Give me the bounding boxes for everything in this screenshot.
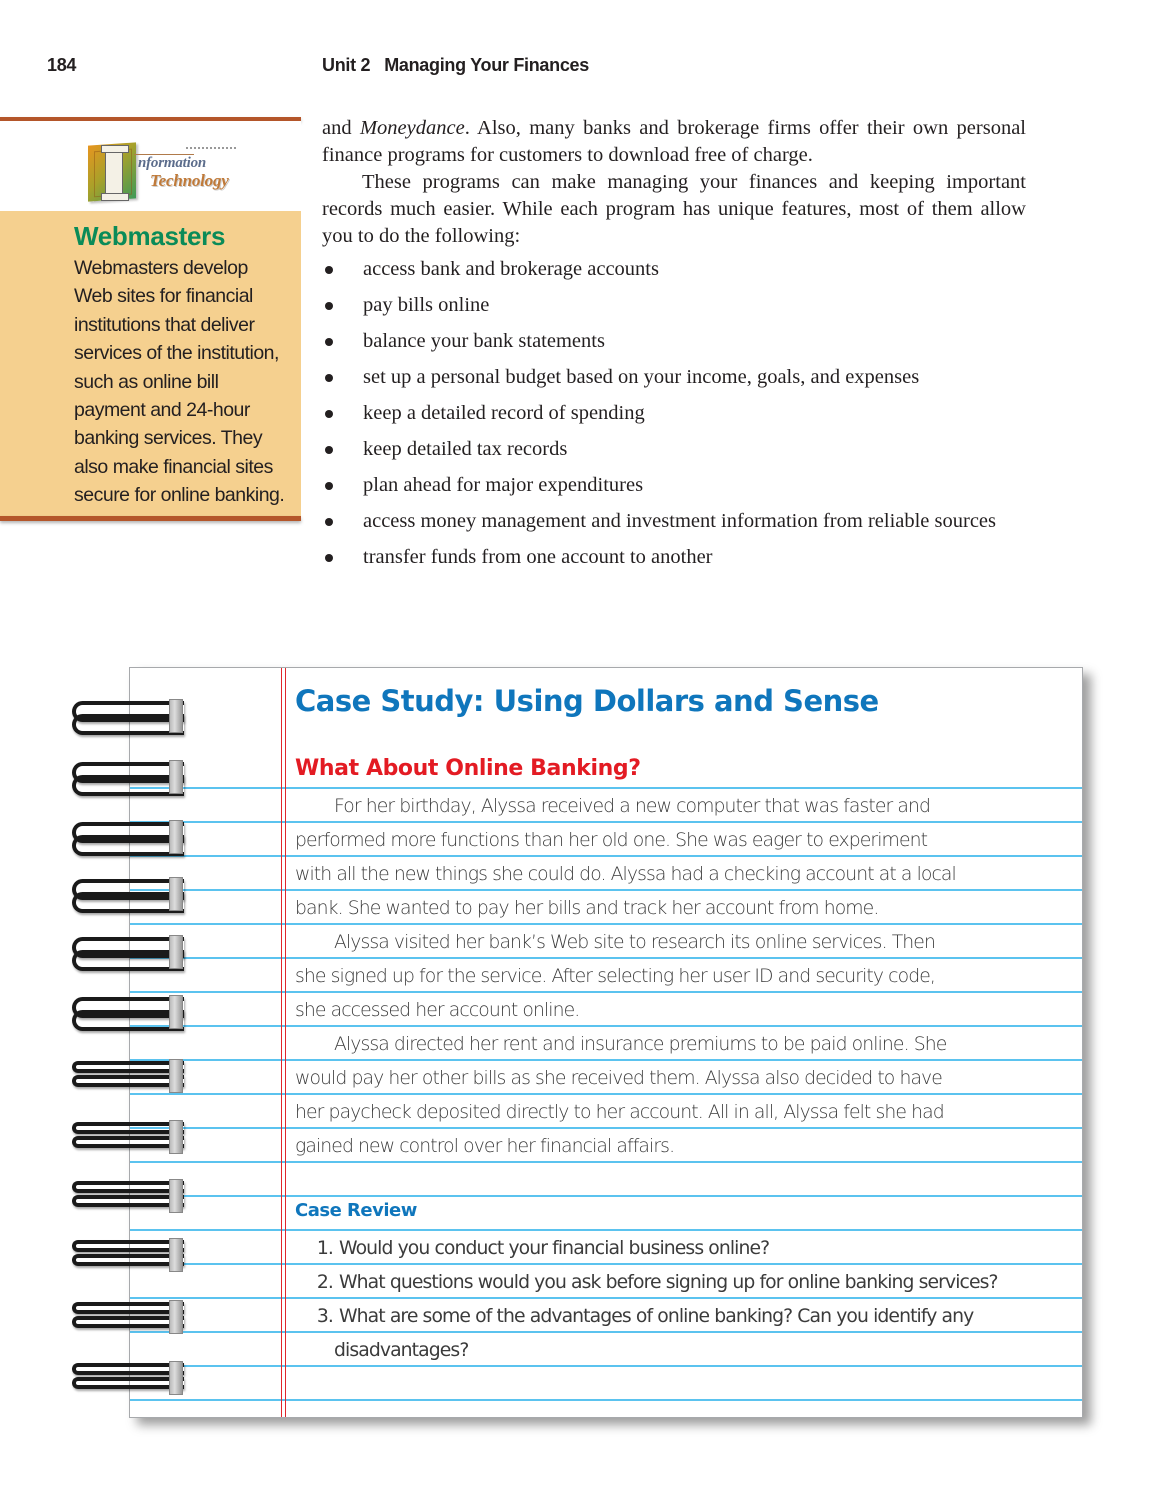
features-list (322, 256, 1042, 580)
list-item (322, 400, 1042, 426)
list-item (322, 472, 1042, 498)
question-text: What questions would you ask before signing up for online banking services? (339, 1272, 998, 1293)
story-line: would pay her other bills as she received them. Alyssa also decided to have (295, 1068, 942, 1089)
sidebar-body (0, 211, 301, 516)
sidebar-line: Webmasters develop (74, 257, 248, 279)
sidebar-title: Webmasters (74, 221, 226, 251)
para1-start: and (322, 117, 360, 139)
sidebar-line: institutions that deliver (74, 313, 255, 336)
list-item (322, 364, 1042, 390)
case-review-heading: Case Review (295, 1200, 417, 1221)
spiral-coil-icon (72, 820, 184, 856)
list-item (322, 292, 1042, 318)
spiral-coil-icon (72, 1361, 184, 1397)
spiral-coil-icon (72, 760, 184, 796)
logo-dots (186, 147, 236, 149)
story-line: gained new control over her financial affairs. (295, 1136, 675, 1157)
review-question (295, 1266, 1075, 1300)
list-item (322, 436, 1042, 462)
list-item-text: plan ahead for major expenditures (363, 474, 644, 496)
case-study-story (295, 790, 1075, 1164)
story-line: with all the new things she could do. Alyssa had a checking account at a local (295, 864, 956, 885)
question-number: 2. (316, 1272, 333, 1293)
question-number: 3. (316, 1306, 333, 1327)
sidebar-line: services of the institution, (74, 342, 279, 365)
margin-line (285, 668, 286, 1417)
spiral-coil-icon (72, 1238, 184, 1274)
bullet-icon (325, 338, 333, 346)
spiral-coil-icon (72, 699, 184, 735)
review-question (295, 1232, 1075, 1266)
story-line: bank. She wanted to pay her bills and track her account from home. (295, 898, 879, 919)
list-item-text: set up a personal budget based on your income, goals, and expenses (363, 366, 920, 388)
spiral-coil-icon (72, 1179, 184, 1215)
spiral-coil-icon (72, 1059, 184, 1095)
case-study-subtitle: What About Online Banking? (295, 756, 641, 781)
story-line: Alyssa directed her rent and insurance premiums to be paid online. She (334, 1034, 947, 1055)
sidebar-bottom-rule (0, 516, 301, 521)
ruled-line (130, 1229, 1082, 1231)
ruled-line (130, 1195, 1082, 1197)
bullet-icon (325, 446, 333, 454)
logo-initial-i (105, 147, 123, 199)
list-item (322, 508, 1042, 534)
bullet-icon (325, 554, 333, 562)
software-name: Moneydance (359, 117, 465, 139)
sidebar-line: banking services. They (74, 427, 263, 450)
sidebar-line: Web sites for financial (74, 285, 253, 308)
story-line: her paycheck deposited directly to her account. All in all, Alyssa felt she had (295, 1102, 944, 1123)
paragraph-2: These programs can make managing your finances and keeping important records much easier. While each program has unique features, most of them allow you to do the following: (322, 171, 1026, 247)
list-item-text: pay bills online (363, 294, 490, 316)
question-text: What are some of the advantages of online banking? Can you identify any (339, 1306, 974, 1327)
bullet-icon (325, 518, 333, 526)
running-head (322, 55, 589, 76)
story-line: she accessed her account online. (295, 1000, 580, 1021)
margin-line (281, 668, 282, 1417)
list-item (322, 256, 1042, 282)
list-item-text: access money management and investment information from reliable sources (363, 510, 997, 532)
spiral-coil-icon (72, 1120, 184, 1156)
bullet-icon (325, 374, 333, 382)
story-line: performed more functions than her old one. She was eager to experiment (295, 830, 928, 851)
question-number: 1. (316, 1238, 333, 1259)
body-text (322, 115, 1026, 250)
paragraph-1 (322, 115, 1026, 169)
list-item-text: balance your bank statements (363, 330, 605, 352)
sidebar-line: secure for online banking. (74, 484, 285, 507)
case-study-title: Case Study: Using Dollars and Sense (295, 684, 879, 718)
career-sidebar (0, 117, 301, 521)
bullet-icon (325, 302, 333, 310)
sidebar-logo-area (0, 121, 301, 211)
sidebar-line: also make financial sites (74, 455, 273, 478)
story-line: For her birthday, Alyssa received a new computer that was faster and (334, 796, 931, 817)
list-item-text: keep a detailed record of spending (363, 402, 645, 424)
case-study-notebook (129, 667, 1083, 1418)
logo-word-information: nformation (138, 155, 207, 171)
list-item (322, 544, 1042, 570)
spiral-coil-icon (72, 877, 184, 913)
list-item-text: access bank and brokerage accounts (363, 258, 659, 280)
spiral-coil-icon (72, 995, 184, 1031)
para1-rest: . Also, many banks and brokerage firms offer their own personal finance programs for customers to download free of charge. (322, 117, 1026, 166)
review-question (295, 1300, 1075, 1334)
story-line: she signed up for the service. After selecting her user ID and security code, (295, 966, 935, 987)
bullet-icon (325, 410, 333, 418)
sidebar-text (74, 254, 296, 510)
unit-title: Managing Your Finances (384, 55, 589, 75)
spiral-coil-icon (72, 1300, 184, 1336)
story-line: Alyssa visited her bank’s Web site to research its online services. Then (334, 932, 935, 953)
unit-label: Unit 2 (322, 55, 371, 75)
list-item-text: transfer funds from one account to another (363, 546, 713, 568)
information-technology-logo-icon (78, 139, 238, 203)
bullet-icon (325, 482, 333, 490)
review-question-continuation: disadvantages? (334, 1340, 469, 1361)
bullet-icon (325, 266, 333, 274)
sidebar-line: payment and 24-hour (74, 399, 250, 422)
logo-word-technology: Technology (150, 171, 229, 190)
list-item-text: keep detailed tax records (363, 438, 568, 460)
ruled-line (130, 787, 1082, 789)
question-text: Would you conduct your financial business online? (339, 1238, 770, 1259)
ruled-line (130, 1399, 1082, 1401)
sidebar-line: such as online bill (74, 370, 219, 393)
page-number: 184 (47, 55, 77, 75)
list-item (322, 328, 1042, 354)
spiral-coil-icon (72, 935, 184, 971)
